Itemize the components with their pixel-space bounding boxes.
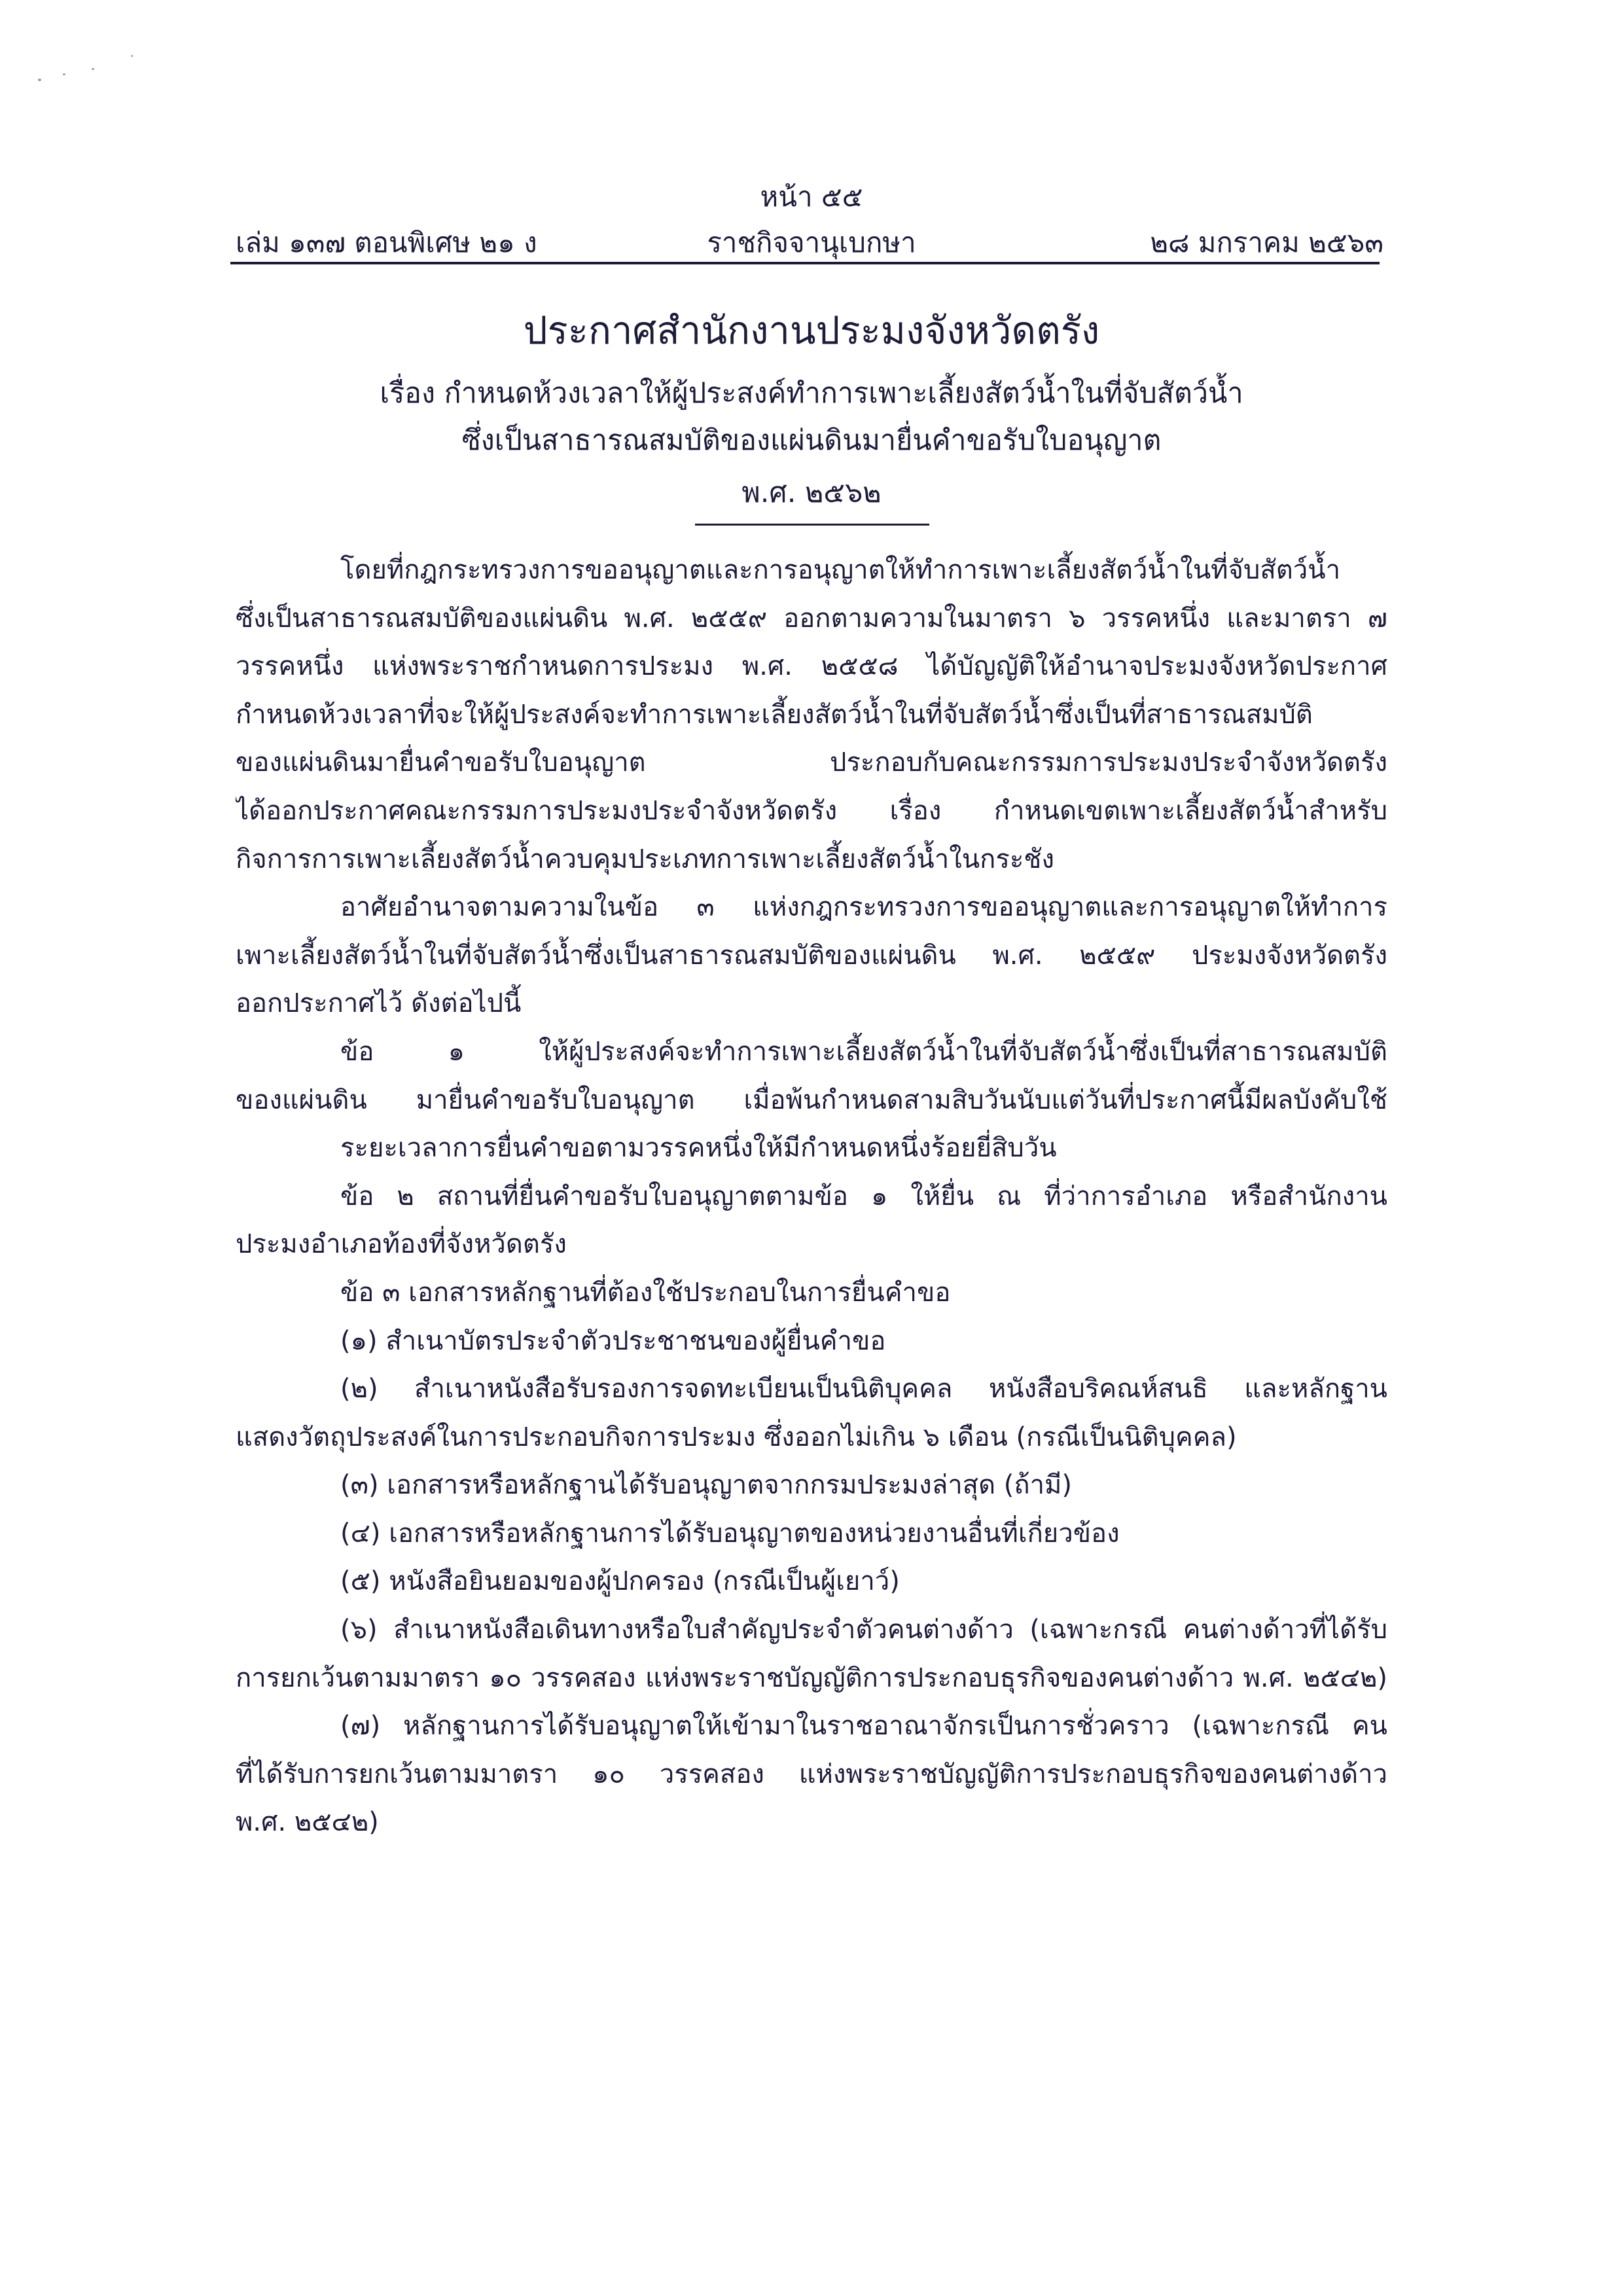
- document-item-6-cont: การยกเว้นตามมาตรา ๑๐ วรรคสอง แห่งพระราชบัญญัติการประกอบธุรกิจของคนต่างด้าว พ.ศ. ๒๕๔๒): [236, 1662, 1387, 1693]
- body-line: ออกประกาศไว้ ดังต่อไปนี้: [236, 988, 522, 1019]
- body-line: ของแผ่นดินมายื่นคำขอรับใบอนุญาต ประกอบกับคณะกรรมการประมงประจำจังหวัดตรัง: [236, 747, 1387, 778]
- body-line: ได้ออกประกาศคณะกรรมการประมงประจำจังหวัดตรัง เรื่อง กำหนดเขตเพาะเลี้ยงสัตว์น้ำสำหรับ: [236, 795, 1387, 826]
- clause-2-line: ประมงอำเภอท้องที่จังหวัดตรัง: [236, 1229, 567, 1260]
- document-item-2: (๒) สำเนาหนังสือรับรองการจดทะเบียนเป็นนิติบุคคล หนังสือบริคณห์สนธิ และหลักฐาน: [340, 1374, 1387, 1405]
- document-item-3: (๓) เอกสารหรือหลักฐานได้รับอนุญาตจากกรมประมงล่าสุด (ถ้ามี): [340, 1470, 1073, 1501]
- volume-issue: เล่ม ๑๓๗ ตอนพิเศษ ๒๑ ง: [236, 226, 537, 259]
- document-item-7-cont: ที่ได้รับการยกเว้นตามมาตรา ๑๐ วรรคสอง แห่งพระราชบัญญัติการประกอบธุรกิจของคนต่างด้าว: [236, 1759, 1387, 1789]
- document-item-7: (๗) หลักฐานการได้รับอนุญาตให้เข้ามาในราชอาณาจักรเป็นการชั่วคราว (เฉพาะกรณี คน: [340, 1711, 1387, 1742]
- body-line: โดยที่กฎกระทรวงการขออนุญาตและการอนุญาตให้ทำการเพาะเลี้ยงสัตว์น้ำในที่จับสัตว์น้ำ: [340, 555, 1341, 585]
- gazette-name: ราชกิจจานุเบกษา: [707, 226, 916, 259]
- clause-1-line: ระยะเวลาการยื่นคำขอตามวรรคหนึ่งให้มีกำหนดหนึ่งร้อยยี่สิบวัน: [340, 1133, 1057, 1164]
- page-number: หน้า ๕๕: [760, 181, 863, 213]
- document-item-4: (๔) เอกสารหรือหลักฐานการได้รับอนุญาตของหน่วยงานอื่นที่เกี่ยวข้อง: [340, 1518, 1120, 1549]
- document-item-1: (๑) สำเนาบัตรประจำตัวประชาชนของผู้ยื่นคำขอ: [340, 1325, 886, 1356]
- announcement-year: พ.ศ. ๒๕๖๒: [741, 476, 882, 509]
- clause-1-line: ข้อ ๑ ให้ผู้ประสงค์จะทำการเพาะเลี้ยงสัตว์น้ำในที่จับสัตว์น้ำซึ่งเป็นที่สาธารณสมบัติ: [340, 1036, 1387, 1067]
- body-line: วรรคหนึ่ง แห่งพระราชกำหนดการประมง พ.ศ. ๒๕๕๘ ได้บัญญัติให้อำนาจประมงจังหวัดประกาศ: [236, 651, 1387, 682]
- subject-line-1: เรื่อง กำหนดห้วงเวลาให้ผู้ประสงค์ทำการเพาะเลี้ยงสัตว์น้ำในที่จับสัตว์น้ำ: [380, 377, 1243, 410]
- document-item-7-cont: พ.ศ. ๒๕๔๒): [236, 1807, 379, 1838]
- document-item-5: (๕) หนังสือยินยอมของผู้ปกครอง (กรณีเป็นผู้เยาว์): [340, 1566, 900, 1597]
- announcement-body: [236, 547, 1387, 1847]
- clause-2-line: ข้อ ๒ สถานที่ยื่นคำขอรับใบอนุญาตตามข้อ ๑ ให้ยื่น ณ ที่ว่าการอำเภอ หรือสำนักงาน: [340, 1181, 1387, 1211]
- body-line: ซึ่งเป็นสาธารณสมบัติของแผ่นดิน พ.ศ. ๒๕๕๙ ออกตามความในมาตรา ๖ วรรคหนึ่ง และมาตรา ๗: [236, 603, 1387, 634]
- clause-3-line: ข้อ ๓ เอกสารหลักฐานที่ต้องใช้ประกอบในการยื่นคำขอ: [340, 1277, 951, 1308]
- clause-1-line: ของแผ่นดิน มายื่นคำขอรับใบอนุญาต เมื่อพ้นกำหนดสามสิบวันนับแต่วันที่ประกาศนี้มีผลบังคับใช้: [236, 1085, 1387, 1115]
- scan-speck: [131, 55, 133, 57]
- header-divider: [230, 262, 1380, 264]
- publication-date: ๒๘ มกราคม ๒๕๖๓: [1150, 226, 1383, 259]
- scan-speck: [92, 68, 94, 70]
- body-line: กิจการการเพาะเลี้ยงสัตว์น้ำควบคุมประเภทการเพาะเลี้ยงสัตว์น้ำในกระชัง: [236, 844, 1054, 874]
- body-line: กำหนดห้วงเวลาที่จะให้ผู้ประสงค์จะทำการเพาะเลี้ยงสัตว์น้ำในที่จับสัตว์น้ำซึ่งเป็นที่สาธารณสมบัติ: [236, 699, 1313, 730]
- scan-speck: [63, 73, 65, 75]
- document-item-6: (๖) สำเนาหนังสือเดินทางหรือใบสำคัญประจำตัวคนต่างด้าว (เฉพาะกรณี คนต่างด้าวที่ได้รับ: [340, 1615, 1387, 1645]
- subject-line-2: ซึ่งเป็นสาธารณสมบัติของแผ่นดินมายื่นคำขอรับใบอนุญาต: [461, 424, 1162, 457]
- body-line: อาศัยอำนาจตามความในข้อ ๓ แห่งกฎกระทรวงการขออนุญาตและการอนุญาตให้ทำการ: [340, 892, 1387, 923]
- body-line: เพาะเลี้ยงสัตว์น้ำในที่จับสัตว์น้ำซึ่งเป็นสาธารณสมบัติของแผ่นดิน พ.ศ. ๒๕๕๙ ประมงจังหวัดตรัง: [236, 940, 1387, 971]
- scan-speck: [38, 79, 41, 81]
- document-item-2-cont: แสดงวัตถุประสงค์ในการประกอบกิจการประมง ซึ่งออกไม่เกิน ๖ เดือน (กรณีเป็นนิติบุคคล): [236, 1422, 1237, 1452]
- title-divider: [695, 524, 929, 526]
- announcement-heading: ประกาศสำนักงานประมงจังหวัดตรัง: [523, 308, 1100, 353]
